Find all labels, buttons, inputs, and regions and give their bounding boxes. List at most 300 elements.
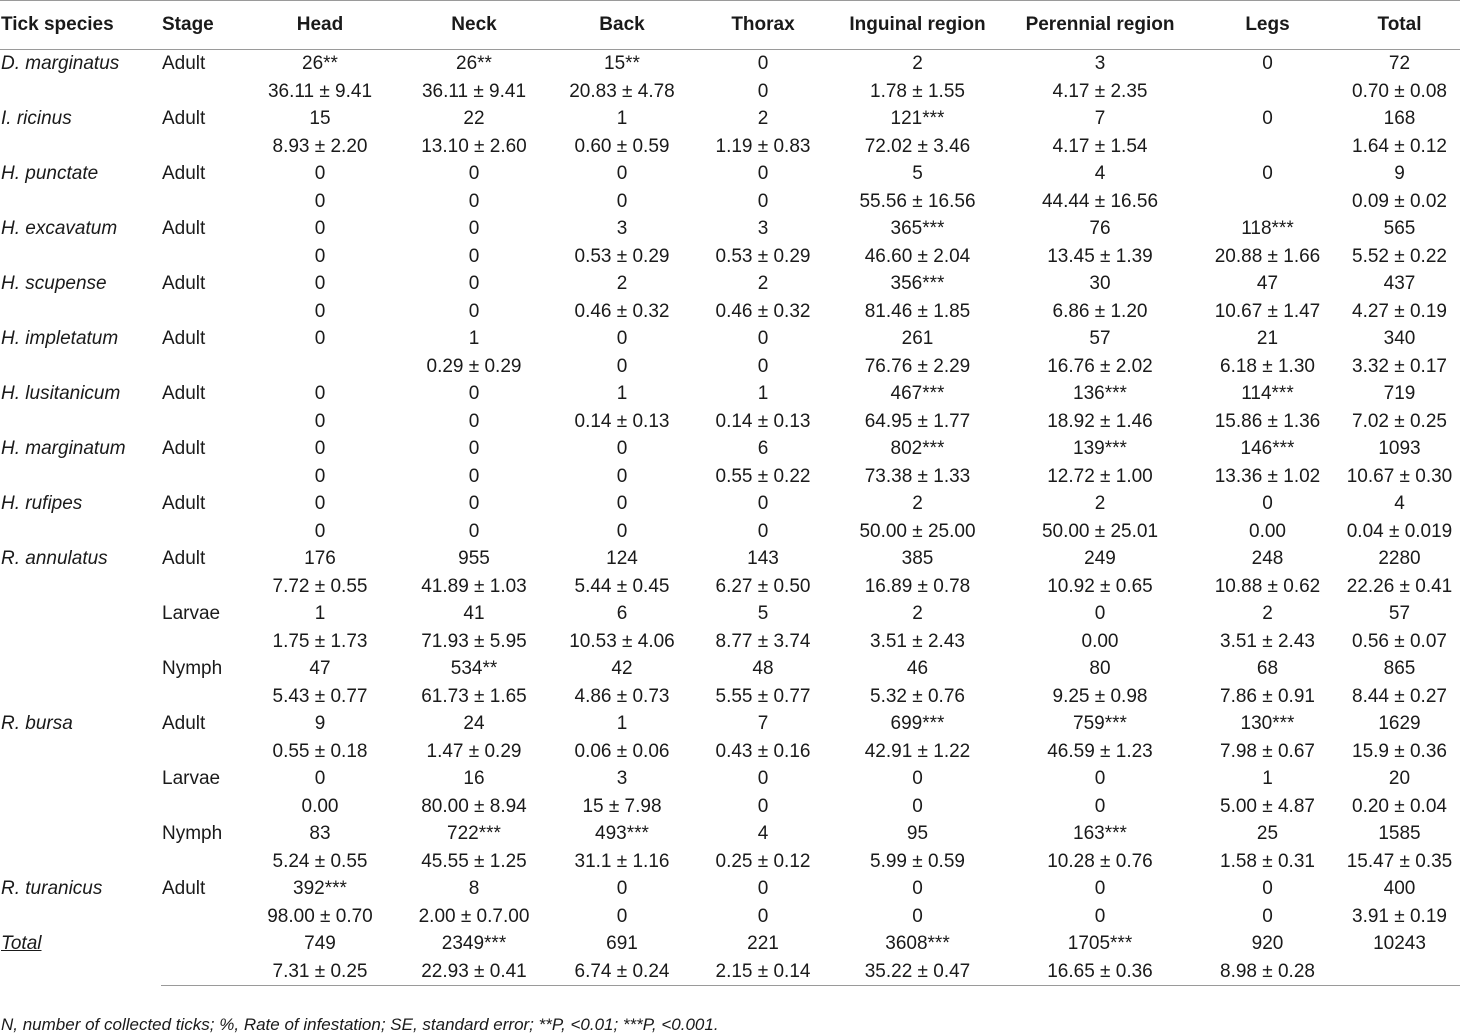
stage-cell: Larvae [162, 603, 221, 624]
count-cell: 2 [757, 273, 769, 294]
species-cell: Total [1, 933, 42, 954]
count-cell: 48 [752, 658, 774, 679]
rate-cell [1196, 188, 1339, 216]
rate-cell: 0.14 ± 0.13 [574, 410, 670, 432]
species-cell: H. excavatum [1, 218, 118, 239]
table-row-counts [0, 545, 1460, 573]
rate-cell: 0 [314, 190, 326, 212]
rate-cell [1339, 958, 1460, 986]
count-cell: 249 [1084, 548, 1116, 569]
count-cell: 46 [906, 658, 929, 679]
count-cell: 221 [747, 933, 779, 954]
count-cell: 0 [1262, 878, 1273, 899]
table-row-counts [0, 50, 1460, 78]
count-cell: 0 [468, 218, 480, 239]
header-row [0, 1, 1460, 50]
count-cell: 0 [1094, 603, 1106, 624]
rate-cell: 0.46 ± 0.32 [715, 300, 811, 322]
count-cell: 26** [302, 53, 338, 74]
table-row-counts [0, 490, 1460, 518]
table-row-counts [0, 325, 1460, 353]
count-cell: 2 [912, 53, 923, 74]
rate-cell: 4.17 ± 2.35 [1052, 80, 1148, 102]
count-cell: 5 [757, 603, 769, 624]
species-cell [0, 655, 161, 710]
rate-cell: 0 [616, 905, 628, 927]
rate-cell: 0.53 ± 0.29 [574, 245, 670, 267]
table-row-counts [0, 215, 1460, 243]
count-cell: 0 [912, 768, 923, 789]
count-cell: 0 [1262, 108, 1273, 129]
rate-cell: 1.78 ± 1.55 [870, 80, 965, 102]
count-cell: 15** [604, 53, 640, 74]
rate-cell: 0.29 ± 0.29 [426, 355, 522, 377]
count-cell: 26** [456, 53, 492, 74]
count-cell: 0 [314, 273, 326, 294]
rate-cell: 0.25 ± 0.12 [715, 850, 811, 872]
rate-cell: 0.43 ± 0.16 [715, 740, 811, 762]
rate-cell: 80.00 ± 8.94 [421, 795, 527, 817]
rate-cell: 81.46 ± 1.85 [864, 300, 971, 322]
rate-cell: 0.06 ± 0.06 [574, 740, 670, 762]
table-row-counts [0, 160, 1460, 188]
rate-cell: 22.93 ± 0.41 [399, 958, 549, 986]
stage-cell: Adult [162, 218, 206, 239]
count-cell: 4 [757, 823, 769, 844]
count-cell: 47 [309, 658, 331, 679]
rate-cell: 0 [616, 355, 628, 377]
rate-cell: 0 [616, 520, 628, 542]
count-cell: 1 [616, 108, 628, 129]
column-header: Legs [1196, 1, 1339, 50]
rate-cell: 0 [757, 80, 769, 102]
rate-cell: 0 [468, 300, 480, 322]
count-cell: 0 [757, 493, 769, 514]
rate-cell: 0 [757, 190, 769, 212]
count-cell: 9 [1394, 163, 1405, 184]
rate-cell: 98.00 ± 0.70 [267, 905, 373, 927]
rate-cell: 44.44 ± 16.56 [1041, 190, 1159, 212]
blank-cell [161, 848, 241, 876]
count-cell: 68 [1256, 658, 1279, 679]
species-cell: H. impletatum [1, 328, 119, 349]
rate-cell: 12.72 ± 1.00 [1047, 465, 1153, 487]
table-row-counts [0, 435, 1460, 463]
stage-cell: Adult [162, 273, 206, 294]
count-cell: 0 [757, 163, 769, 184]
species-cell: H. lusitanicum [1, 383, 121, 404]
stage-cell: Larvae [162, 768, 221, 789]
rate-cell: 0 [616, 190, 628, 212]
rate-cell: 7.31 ± 0.25 [241, 958, 399, 986]
table-row-rates [0, 463, 1460, 491]
rate-cell: 0.55 ± 0.18 [272, 740, 368, 762]
rate-cell: 3.32 ± 0.17 [1352, 355, 1447, 377]
count-cell: 749 [304, 933, 336, 954]
rate-cell: 45.55 ± 1.25 [421, 850, 527, 872]
count-cell: 8 [468, 878, 480, 899]
blank-cell [161, 518, 241, 546]
table-body [0, 50, 1460, 986]
count-cell: 42 [611, 658, 633, 679]
table-row-rates [0, 78, 1460, 106]
table-header [0, 1, 1460, 50]
rate-cell: 0.14 ± 0.13 [715, 410, 811, 432]
count-cell: 0 [314, 163, 326, 184]
rate-cell: 0 [468, 245, 480, 267]
rate-cell: 35.22 ± 0.47 [831, 958, 1004, 986]
count-cell: 1629 [1378, 713, 1421, 734]
blank-cell [161, 188, 241, 216]
blank-cell [161, 903, 241, 931]
count-cell: 130*** [1240, 713, 1295, 734]
count-cell: 534** [450, 658, 498, 679]
rate-cell: 0.09 ± 0.02 [1352, 190, 1447, 212]
stage-cell: Adult [162, 163, 206, 184]
rate-cell: 46.59 ± 1.23 [1047, 740, 1153, 762]
count-cell: 437 [1383, 273, 1416, 294]
count-cell: 143 [747, 548, 779, 569]
table-row-counts [0, 875, 1460, 903]
rate-cell: 1.19 ± 0.83 [715, 135, 811, 157]
count-cell: 0 [912, 878, 923, 899]
rate-cell: 0.04 ± 0.019 [1346, 520, 1453, 542]
count-cell: 15 [309, 108, 331, 129]
rate-cell: 5.52 ± 0.22 [1352, 245, 1447, 267]
rate-cell: 5.44 ± 0.45 [574, 575, 670, 597]
count-cell: 3 [616, 768, 628, 789]
stage-cell: Adult [162, 438, 206, 459]
count-cell: 0 [757, 878, 769, 899]
count-cell: 2280 [1378, 548, 1421, 569]
stage-cell: Adult [162, 878, 206, 899]
rate-cell: 72.02 ± 3.46 [864, 135, 971, 157]
table-row-rates [0, 683, 1460, 711]
count-cell: 365*** [890, 218, 945, 239]
species-cell: H. marginatum [1, 438, 126, 459]
rate-cell: 10.53 ± 4.06 [569, 630, 675, 652]
blank-cell [161, 463, 241, 491]
rate-cell: 9.25 ± 0.98 [1052, 685, 1148, 707]
stage-cell [161, 930, 241, 958]
count-cell: 719 [1383, 383, 1416, 404]
rate-cell: 0.20 ± 0.04 [1352, 795, 1447, 817]
rate-cell: 0.00 [1249, 520, 1286, 542]
count-cell: 0 [314, 493, 326, 514]
count-cell: 0 [468, 438, 480, 459]
rate-cell: 20.88 ± 1.66 [1214, 245, 1321, 267]
count-cell: 47 [1256, 273, 1279, 294]
rate-cell: 2.15 ± 0.14 [695, 958, 831, 986]
rate-cell: 8.93 ± 2.20 [272, 135, 368, 157]
count-cell: 2 [912, 603, 923, 624]
count-cell: 168 [1383, 108, 1416, 129]
count-cell: 1 [616, 713, 628, 734]
count-cell: 493*** [595, 823, 649, 844]
rate-cell: 1.64 ± 0.12 [1352, 135, 1447, 157]
rate-cell: 42.91 ± 1.22 [864, 740, 971, 762]
count-cell: 0 [757, 328, 769, 349]
count-cell: 0 [1262, 53, 1273, 74]
rate-cell: 0.53 ± 0.29 [715, 245, 811, 267]
species-cell: I. ricinus [1, 108, 72, 129]
count-cell: 2 [616, 273, 628, 294]
rate-cell: 61.73 ± 1.65 [421, 685, 527, 707]
rate-cell: 0 [468, 520, 480, 542]
table-row-rates [0, 133, 1460, 161]
blank-cell [161, 298, 241, 326]
rate-cell: 8.44 ± 0.27 [1352, 685, 1447, 707]
rate-cell: 6.18 ± 1.30 [1220, 355, 1315, 377]
count-cell: 21 [1256, 328, 1279, 349]
count-cell: 83 [309, 823, 331, 844]
stage-cell: Adult [162, 713, 206, 734]
count-cell: 41 [463, 603, 485, 624]
count-cell: 1585 [1378, 823, 1421, 844]
count-cell: 1 [314, 603, 326, 624]
species-cell: H. rufipes [1, 493, 83, 514]
count-cell: 759*** [1073, 713, 1127, 734]
count-cell: 10243 [1373, 933, 1426, 954]
rate-cell: 15.86 ± 1.36 [1214, 410, 1321, 432]
stage-cell: Nymph [162, 823, 223, 844]
species-cell [0, 600, 161, 655]
blank-cell [161, 683, 241, 711]
count-cell: 30 [1089, 273, 1111, 294]
rate-cell: 6.86 ± 1.20 [1052, 300, 1148, 322]
rate-cell: 16.76 ± 2.02 [1047, 355, 1153, 377]
stage-cell: Adult [162, 493, 206, 514]
rate-cell: 7.02 ± 0.25 [1352, 410, 1447, 432]
rate-cell: 5.43 ± 0.77 [272, 685, 368, 707]
count-cell: 24 [463, 713, 485, 734]
count-cell: 2 [1094, 493, 1106, 514]
count-cell: 691 [606, 933, 638, 954]
count-cell: 146*** [1240, 438, 1295, 459]
species-cell: H. punctate [1, 163, 99, 184]
blank-cell [161, 738, 241, 766]
blank-cell [161, 793, 241, 821]
rate-cell: 20.83 ± 4.78 [569, 80, 675, 102]
rate-cell: 4.27 ± 0.19 [1352, 300, 1447, 322]
count-cell: 385 [901, 548, 934, 569]
rate-cell: 0 [1094, 795, 1106, 817]
count-cell: 76 [1089, 218, 1111, 239]
rate-cell: 5.99 ± 0.59 [870, 850, 965, 872]
count-cell: 3 [1094, 53, 1106, 74]
count-cell: 6 [757, 438, 769, 459]
rate-cell: 0.56 ± 0.07 [1352, 630, 1447, 652]
species-cell: R. annulatus [1, 548, 108, 569]
count-cell: 0 [314, 218, 326, 239]
table-row-rates [0, 793, 1460, 821]
rate-cell: 1.58 ± 0.31 [1220, 850, 1315, 872]
rate-cell: 0 [468, 190, 480, 212]
rate-cell: 0 [912, 795, 923, 817]
blank-cell [161, 78, 241, 106]
rate-cell: 15.47 ± 0.35 [1346, 850, 1453, 872]
rate-cell [1196, 78, 1339, 106]
rate-cell: 6.74 ± 0.24 [549, 958, 695, 986]
count-cell: 80 [1089, 658, 1111, 679]
table-row-counts [0, 765, 1460, 793]
rate-cell: 10.67 ± 1.47 [1214, 300, 1321, 322]
stage-cell: Adult [162, 108, 206, 129]
table-row-rates [0, 353, 1460, 381]
table-row-rates [0, 243, 1460, 271]
rate-cell: 0.00 [301, 795, 339, 817]
column-header: Thorax [695, 1, 831, 50]
count-cell: 0 [1262, 163, 1273, 184]
blank-cell [161, 958, 241, 986]
rate-cell: 0.60 ± 0.59 [574, 135, 670, 157]
column-header: Head [241, 1, 399, 50]
table-row-counts [0, 820, 1460, 848]
rate-cell: 31.1 ± 1.16 [574, 850, 670, 872]
count-cell: 1 [1262, 768, 1273, 789]
count-cell: 57 [1388, 603, 1411, 624]
rate-cell: 0 [314, 410, 326, 432]
count-cell: 9 [314, 713, 326, 734]
species-cell: H. scupense [1, 273, 107, 294]
blank-cell [161, 408, 241, 436]
count-cell: 0 [314, 383, 326, 404]
rate-cell: 76.76 ± 2.29 [864, 355, 971, 377]
rate-cell: 0.00 [1081, 630, 1119, 652]
species-cell [0, 765, 161, 820]
count-cell: 0 [314, 768, 326, 789]
rate-cell: 0 [314, 300, 326, 322]
rate-cell: 5.00 ± 4.87 [1220, 795, 1315, 817]
count-cell: 163*** [1073, 823, 1127, 844]
table-row-rates [0, 408, 1460, 436]
count-cell: 16 [463, 768, 485, 789]
count-cell: 0 [757, 53, 769, 74]
rate-cell: 46.60 ± 2.04 [864, 245, 971, 267]
rate-cell: 0.70 ± 0.08 [1352, 80, 1447, 102]
rate-cell: 0 [1262, 905, 1273, 927]
count-cell: 139*** [1073, 438, 1127, 459]
count-cell: 114*** [1241, 383, 1294, 404]
count-cell: 7 [757, 713, 769, 734]
table-row-rates [0, 958, 1460, 986]
count-cell: 0 [314, 438, 326, 459]
rate-cell: 0 [314, 245, 326, 267]
stage-cell: Adult [162, 383, 206, 404]
count-cell: 4 [1094, 163, 1106, 184]
rate-cell: 0 [757, 905, 769, 927]
count-cell: 248 [1251, 548, 1284, 569]
species-cell: R. bursa [1, 713, 73, 734]
column-header: Total [1339, 1, 1460, 50]
table-row-counts [0, 270, 1460, 298]
rate-cell: 22.26 ± 0.41 [1346, 575, 1453, 597]
count-cell: 920 [1251, 933, 1284, 954]
count-cell: 0 [468, 163, 480, 184]
column-header: Perennial region [1004, 1, 1196, 50]
table-row-rates [0, 848, 1460, 876]
rate-cell: 3.51 ± 2.43 [1220, 630, 1315, 652]
count-cell: 1 [757, 383, 769, 404]
count-cell: 136*** [1073, 383, 1127, 404]
count-cell: 2349*** [441, 933, 507, 954]
blank-cell [161, 628, 241, 656]
rate-cell: 10.67 ± 0.30 [1346, 465, 1453, 487]
count-cell: 22 [463, 108, 485, 129]
count-cell: 0 [1094, 878, 1106, 899]
rate-cell: 3.51 ± 2.43 [870, 630, 965, 652]
rate-cell: 0 [912, 905, 923, 927]
rate-cell: 0 [616, 465, 628, 487]
rate-cell: 10.88 ± 0.62 [1214, 575, 1321, 597]
rate-cell: 0.55 ± 0.22 [715, 465, 811, 487]
count-cell: 565 [1383, 218, 1416, 239]
species-cell: D. marginatus [1, 53, 120, 74]
rate-cell: 1.75 ± 1.73 [272, 630, 368, 652]
count-cell: 2 [912, 493, 923, 514]
blank-cell [161, 243, 241, 271]
table-row-counts [0, 930, 1460, 958]
rate-cell: 13.45 ± 1.39 [1047, 245, 1153, 267]
count-cell: 1 [616, 383, 628, 404]
rate-cell: 6.27 ± 0.50 [715, 575, 811, 597]
count-cell: 3 [616, 218, 628, 239]
count-cell: 25 [1256, 823, 1279, 844]
rate-cell: 50.00 ± 25.00 [859, 520, 976, 542]
rate-cell: 50.00 ± 25.01 [1041, 520, 1159, 542]
table-row-counts [0, 655, 1460, 683]
rate-cell: 5.55 ± 0.77 [715, 685, 811, 707]
count-cell: 118*** [1241, 218, 1294, 239]
count-cell: 0 [468, 383, 480, 404]
rate-cell: 0 [468, 410, 480, 432]
column-header: Inguinal region [831, 1, 1004, 50]
count-cell: 0 [616, 493, 628, 514]
rate-cell: 0 [1094, 905, 1106, 927]
stage-cell: Adult [162, 53, 206, 74]
rate-cell: 71.93 ± 5.95 [421, 630, 527, 652]
table-row-counts [0, 380, 1460, 408]
count-cell: 865 [1383, 658, 1416, 679]
rate-cell: 64.95 ± 1.77 [864, 410, 971, 432]
count-cell: 699*** [890, 713, 945, 734]
rate-cell: 13.36 ± 1.02 [1214, 465, 1321, 487]
rate-cell: 0.46 ± 0.32 [574, 300, 670, 322]
count-cell: 340 [1383, 328, 1416, 349]
count-cell: 261 [901, 328, 934, 349]
blank-cell [161, 133, 241, 161]
rate-cell: 0 [757, 520, 769, 542]
table-row-counts [0, 105, 1460, 133]
count-cell: 57 [1089, 328, 1111, 349]
count-cell: 0 [757, 768, 769, 789]
count-cell: 3 [757, 218, 769, 239]
rate-cell: 10.28 ± 0.76 [1047, 850, 1153, 872]
column-header: Stage [161, 1, 241, 50]
rate-cell: 5.24 ± 0.55 [272, 850, 368, 872]
rate-cell: 13.10 ± 2.60 [421, 135, 527, 157]
rate-cell: 10.92 ± 0.65 [1047, 575, 1153, 597]
table-row-rates [0, 188, 1460, 216]
count-cell: 4 [1394, 493, 1405, 514]
rate-cell [1196, 133, 1339, 161]
count-cell: 20 [1388, 768, 1411, 789]
count-cell: 1093 [1378, 438, 1421, 459]
count-cell: 5 [912, 163, 923, 184]
count-cell: 7 [1094, 108, 1106, 129]
rate-cell: 7.72 ± 0.55 [272, 575, 368, 597]
table-row-rates [0, 738, 1460, 766]
